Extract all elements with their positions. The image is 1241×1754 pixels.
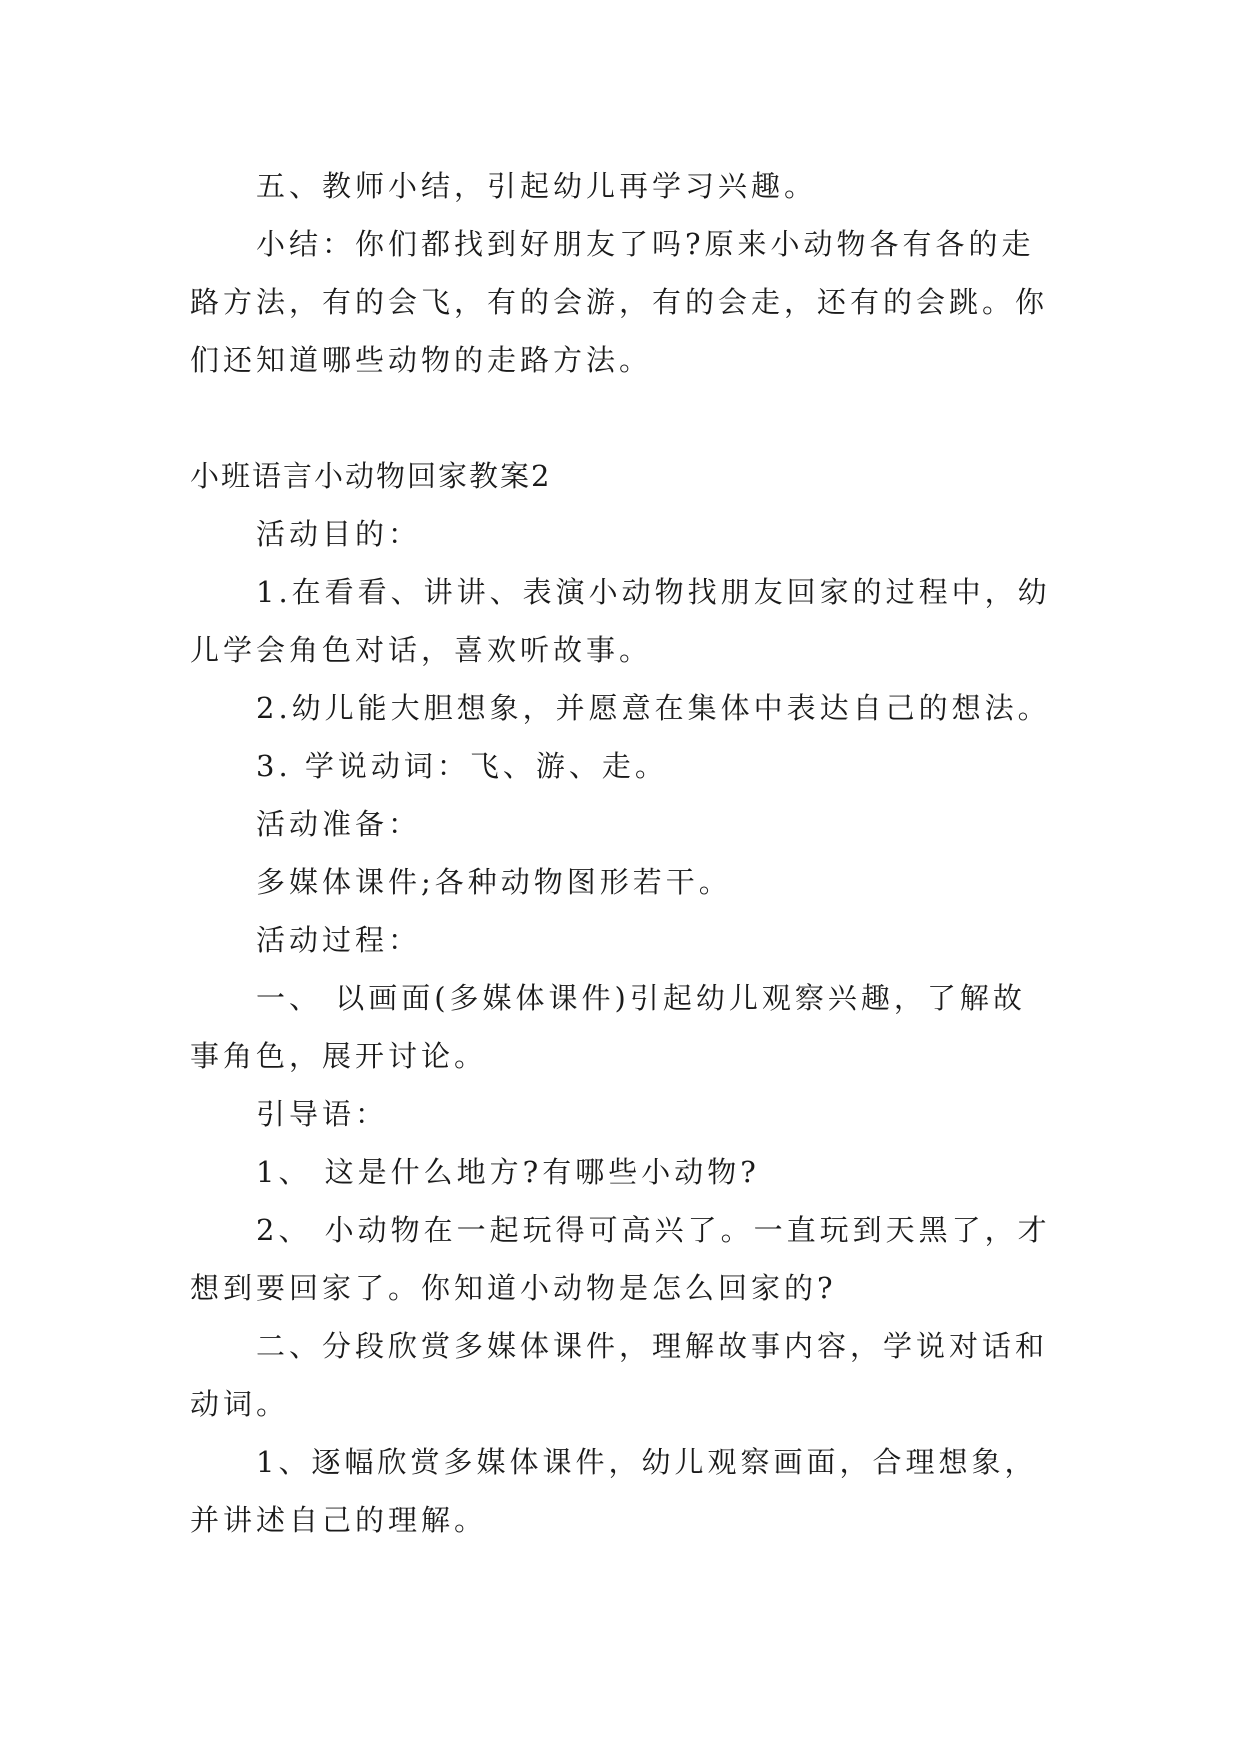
preparation-heading: 活动准备： — [256, 807, 422, 841]
step-two-line-2: 动词。 — [190, 1387, 290, 1421]
objective-3: 3. 学说动词：飞、游、走。 — [256, 749, 668, 783]
objectives-heading: 活动目的： — [256, 517, 422, 551]
lesson-plan-title: 小班语言小动物回家教案2 — [190, 459, 552, 493]
objective-1-line-2: 儿学会角色对话，喜欢听故事。 — [190, 633, 653, 667]
summary-paragraph-line-1: 小结：你们都找到好朋友了吗?原来小动物各有各的走 — [256, 227, 1035, 261]
step-one-line-2: 事角色，展开讨论。 — [190, 1039, 488, 1073]
step-two-item-1-line-2: 并讲述自己的理解。 — [190, 1503, 488, 1537]
question-1: 1、 这是什么地方?有哪些小动物? — [256, 1155, 760, 1189]
step-two-line-1: 二、分段欣赏多媒体课件，理解故事内容，学说对话和 — [256, 1329, 1049, 1363]
step-two-item-1-line-1: 1、逐幅欣赏多媒体课件，幼儿观察画面，合理想象， — [256, 1445, 1038, 1479]
guiding-words-heading: 引导语： — [256, 1097, 389, 1131]
question-2-line-1: 2、 小动物在一起玩得可高兴了。一直玩到天黑了，才 — [256, 1213, 1051, 1247]
objective-2: 2.幼儿能大胆想象，并愿意在集体中表达自己的想法。 — [256, 691, 1051, 725]
summary-paragraph-line-3: 们还知道哪些动物的走路方法。 — [190, 343, 653, 377]
preparation-materials: 多媒体课件;各种动物图形若干。 — [256, 865, 732, 899]
question-2-line-2: 想到要回家了。你知道小动物是怎么回家的? — [190, 1271, 837, 1305]
section-five-heading: 五、教师小结，引起幼儿再学习兴趣。 — [256, 169, 818, 203]
objective-1-line-1: 1.在看看、讲讲、表演小动物找朋友回家的过程中，幼 — [256, 575, 1051, 609]
summary-paragraph-line-2: 路方法，有的会飞，有的会游，有的会走，还有的会跳。你 — [190, 285, 1049, 319]
process-heading: 活动过程： — [256, 923, 422, 957]
step-one-line-1: 一、 以画面(多媒体课件)引起幼儿观察兴趣，了解故 — [256, 981, 1026, 1015]
